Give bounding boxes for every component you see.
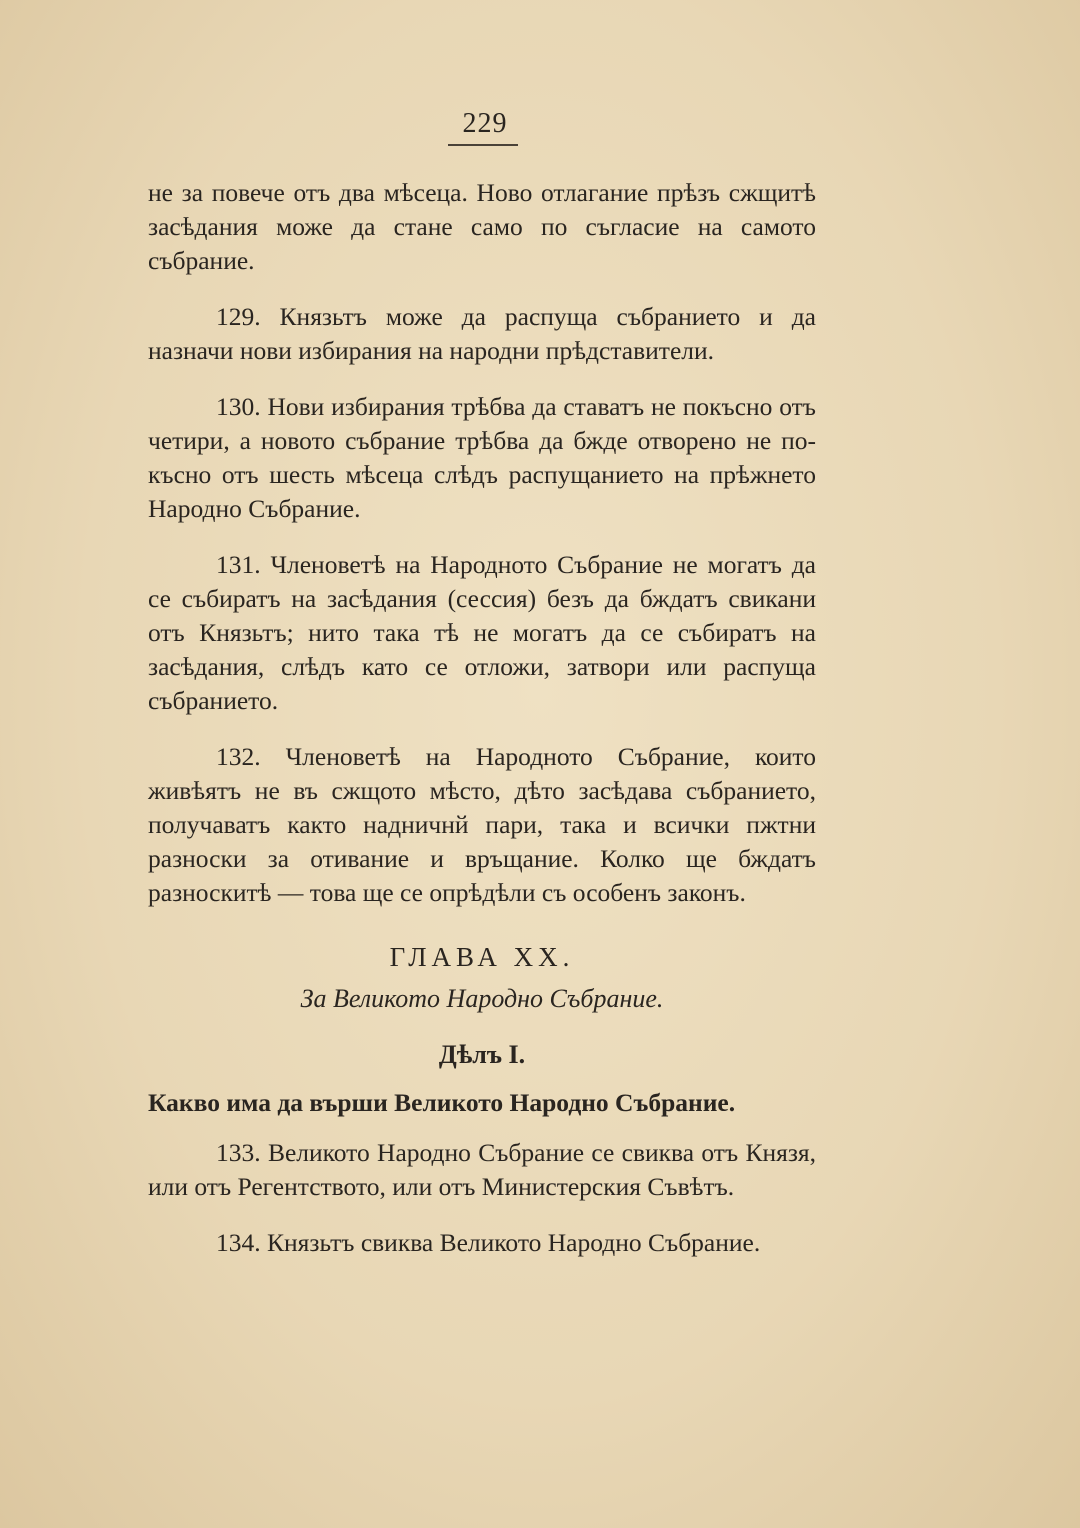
intro-paragraph: не за повече отъ два мѣсеца. Ново отлагание прѣзъ сжщитѣ засѣдания може да стане само по съгласие на самото събрание. [148, 178, 816, 275]
article-number: 129. [216, 302, 261, 331]
page-number-rule [448, 144, 518, 146]
article-text: Великото Народно Събрание се свиква отъ Князя, или отъ Регентството, или отъ Министерския Съвѣтъ. [148, 1138, 817, 1201]
article-text: Членоветѣ на Народното Събрание не могатъ да се събиратъ на засѣдания (сессия) безъ да бждатъ свикани отъ Князьтъ; нито така тѣ не могатъ да се събиратъ на засѣдания, слѣдъ като се отложи, затвори или распуща събранието. [148, 550, 816, 715]
article-number: 133. [216, 1138, 261, 1167]
article-131 [148, 548, 816, 718]
article-number: 131. [216, 550, 261, 579]
chapter-subtitle: За Великото Народно Събрание. [300, 984, 664, 1013]
article-129 [148, 300, 816, 368]
article-text: Князьтъ свиква Великото Народно Събрание. [267, 1228, 761, 1257]
article-text: Князьтъ може да распуща събранието и да назначи нови избирания на народни прѣдставители. [148, 302, 817, 365]
article-text: Нови избирания трѣбва да ставатъ не покъсно отъ четири, а новото събрание трѣбва да бжде отворено не по-късно отъ шесть мѣсеца слѣдъ распущанието на прѣжнето Народно Събрание. [148, 392, 816, 523]
article-number: 134. [216, 1228, 261, 1257]
article-text: Членоветѣ на Народното Събрание, които живѣятъ не въ сжщото мѣсто, дѣто засѣдава събранието, получаватъ както надничнй пари, така и всички пжтни разноски за отивание и връщание. Колко ще бждатъ разноскитѣ — това ще се опрѣдѣли съ особенъ законъ. [148, 742, 816, 907]
article-130 [148, 390, 816, 526]
page-body [148, 176, 816, 1260]
part-title: Дѣлъ I. [438, 1040, 526, 1069]
section-title: Какво има да върши Великото Народно Събрание. [148, 1088, 736, 1117]
page-number: 229 [462, 108, 508, 139]
article-133 [148, 1136, 816, 1204]
article-number: 132. [216, 742, 261, 771]
chapter-title: ГЛАВА XX. [389, 942, 575, 972]
article-number: 130. [216, 392, 261, 421]
article-134 [148, 1226, 816, 1260]
article-132 [148, 740, 816, 910]
